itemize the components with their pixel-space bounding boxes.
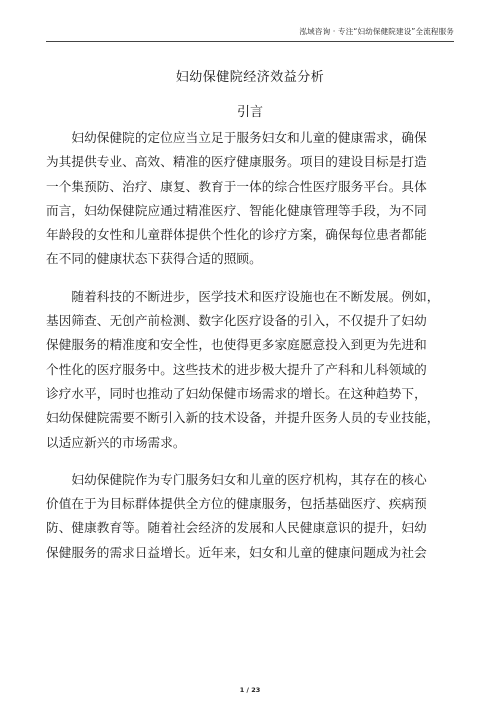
paragraph-line: 防、健康教育等。随着社会经济的发展和人民健康意识的提升，妇幼 [46, 520, 427, 536]
paragraph [46, 285, 454, 455]
header-divider [46, 41, 454, 42]
paragraph-line: 妇幼保健院的定位应当立足于服务妇女和儿童的健康需求，确保 [46, 130, 427, 145]
paragraph-line: 妇幼保健院需要不断引入新的技术设备，并提升医务人员的专业技能， [46, 410, 440, 426]
page-number: 1 / 23 [239, 686, 261, 694]
paragraph [46, 468, 454, 565]
paragraph-line: 而言，妇幼保健院应通过精准医疗、智能化健康管理等手段，为不同 [46, 202, 427, 218]
paragraph-line: 基因筛查、无创产前检测、数字化医疗设备的引入，不仅提升了妇幼 [46, 313, 427, 329]
body-text [46, 126, 454, 578]
paragraph-line: 在不同的健康状态下获得合适的照顾。 [46, 251, 262, 267]
paragraph-line: 个性化的医疗服务中。这些技术的进步极大提升了产科和儿科领域的 [46, 361, 427, 377]
section-heading-introduction: 引言 [236, 105, 263, 120]
document-title: 妇幼保健院经济效益分析 [175, 70, 325, 85]
paragraph-line: 保健服务的精准度和安全性，也使得更多家庭愿意投入到更为先进和 [46, 337, 427, 353]
paragraph-line: 诊疗水平，同时也推动了妇幼保健市场需求的增长。在这种趋势下， [46, 385, 427, 401]
paragraph-line: 以适应新兴的市场需求。 [46, 434, 186, 450]
paragraph-line: 价值在于为目标群体提供全方位的健康服务，包括基础医疗、疾病预 [46, 496, 427, 512]
running-header: 泓域咨询 · 专注“妇幼保健院建设”全流程服务 [299, 27, 454, 36]
paragraph-line: 年龄段的女性和儿童群体提供个性化的诊疗方案，确保每位患者都能 [46, 227, 427, 243]
paragraph-line: 随着科技的不断进步，医学技术和医疗设施也在不断发展。例如， [46, 288, 440, 304]
paragraph-line: 一个集预防、治疗、康复、教育于一体的综合性医疗服务平台。具体 [46, 178, 427, 194]
paragraph-line: 妇幼保健院作为专门服务妇女和儿童的医疗机构，其存在的核心 [46, 471, 427, 487]
paragraph [46, 126, 454, 272]
paragraph-line: 保健服务的需求日益增长。近年来，妇女和儿童的健康问题成为社会 [46, 544, 427, 560]
paragraph-line: 为其提供专业、高效、精准的医疗健康服务。项目的建设目标是打造 [46, 154, 427, 170]
